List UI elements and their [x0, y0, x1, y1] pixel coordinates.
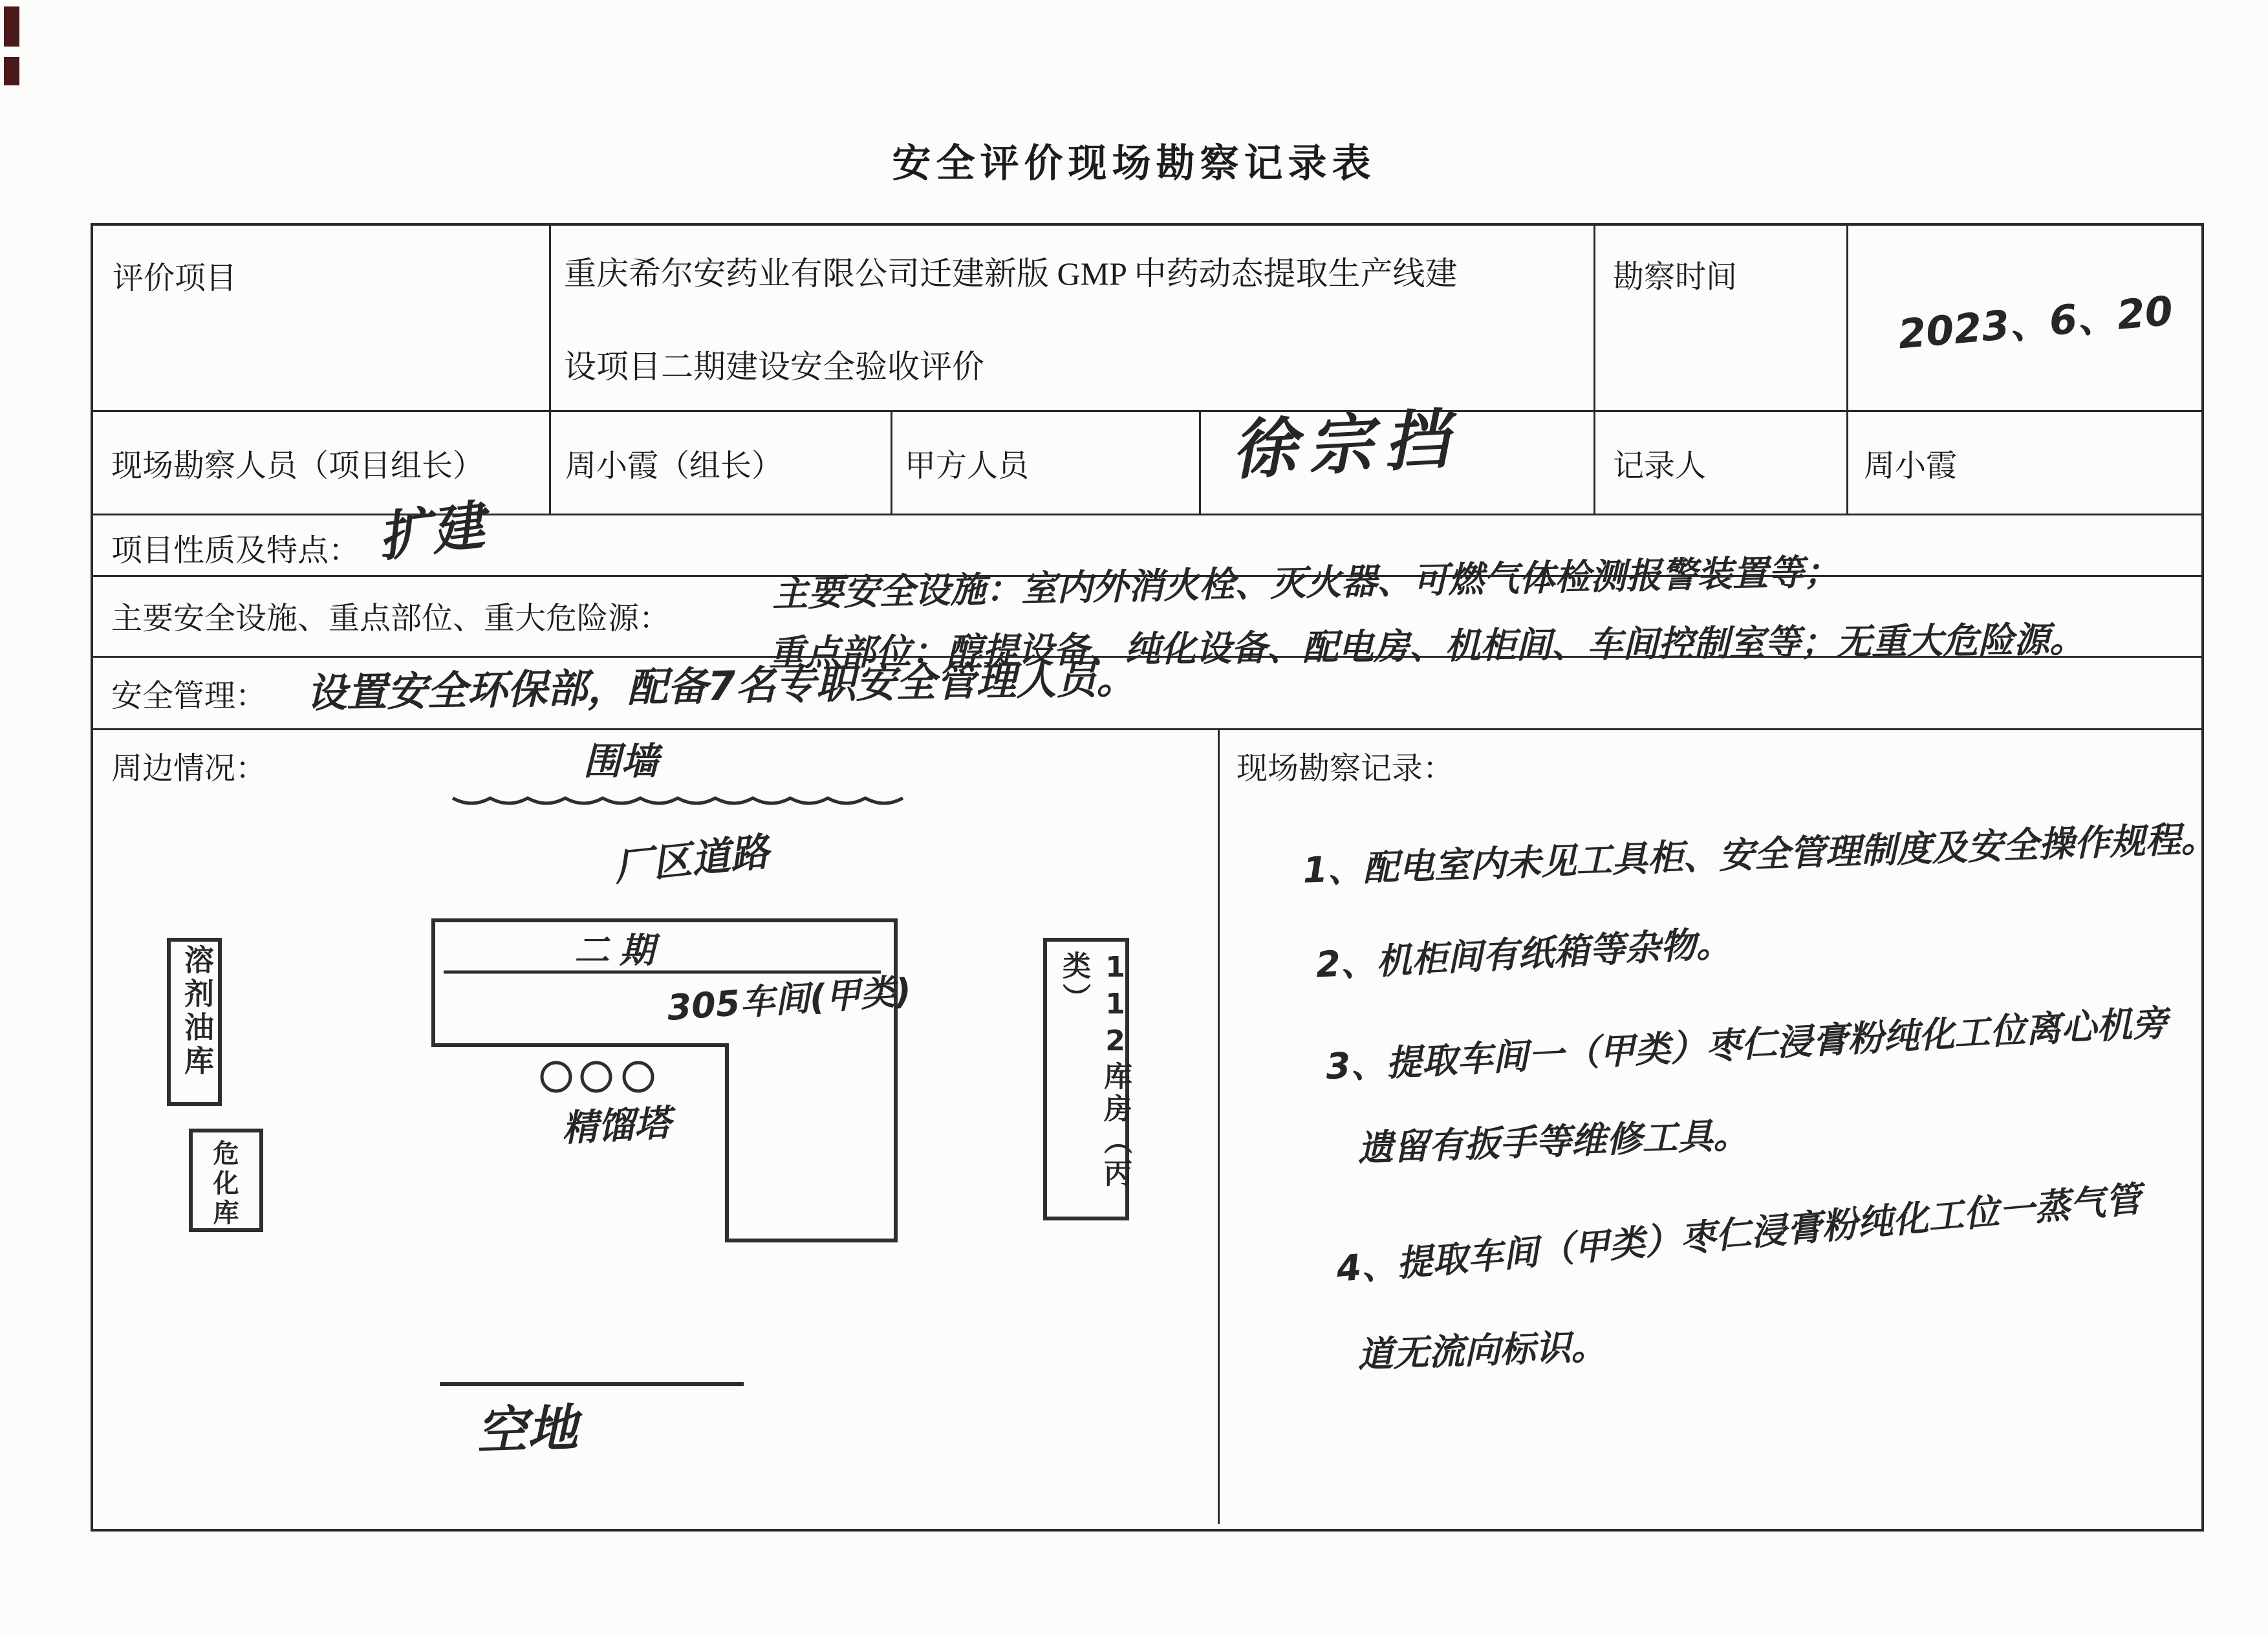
tower-circle: [542, 1063, 570, 1091]
fence-line: [453, 798, 903, 803]
table-line: [93, 410, 2201, 412]
project-nature-label: 项目性质及特点：: [111, 534, 360, 568]
recorder-name: 周小霞: [1864, 449, 1958, 483]
scan-artifact: [4, 6, 19, 47]
party-a-label: 甲方人员: [905, 449, 1030, 483]
table-line: [1593, 226, 1595, 514]
project-name-line2: 设项目二期建设安全验收评价: [564, 349, 984, 385]
survey-item-4-line2: 道无流向标识。: [1357, 1325, 1608, 1376]
tower-circle: [582, 1063, 610, 1091]
form-title: 安全评价现场勘察记录表: [892, 142, 1376, 185]
facilities-handwritten-line1: 主要安全设施：室内外消火栓、灭火器、可燃气体检测报警装置等；: [772, 550, 1840, 615]
survey-item-3-line1: 3、提取车间一（甲类）枣仁浸膏粉纯化工位离心机旁: [1324, 1001, 2169, 1088]
fence-label: 围墙: [583, 739, 659, 783]
surveyor-label: 现场勘察人员（项目组长）: [111, 449, 484, 483]
safety-management-value: 设置安全环保部，配备7名专职安全管理人员。: [306, 655, 1137, 717]
tower-circle: [624, 1063, 653, 1091]
survey-item-2: 2、机柜间有纸箱等杂物。: [1315, 922, 1733, 986]
project-nature-value: 扩建: [374, 495, 488, 569]
survey-time-label: 勘察时间: [1613, 260, 1738, 294]
safety-management-label: 安全管理：: [111, 679, 267, 713]
table-line: [1846, 226, 1848, 514]
project-name-line1: 重庆希尔安药业有限公司迁建新版 GMP 中药动态提取生产线建: [564, 255, 1458, 292]
workshop-label: 305车间(甲类): [665, 970, 913, 1028]
facilities-label: 主要安全设施、重点部位、重大危险源：: [111, 601, 671, 636]
table-line: [1218, 728, 1220, 1524]
survey-item-3-line2: 遗留有扳手等维修工具。: [1357, 1114, 1750, 1169]
road-label: 厂区道路: [612, 829, 772, 891]
tower-label: 精馏塔: [561, 1102, 672, 1150]
project-label: 评价项目: [113, 261, 237, 296]
phase2-label: 二期: [574, 930, 665, 971]
hazchem-store-label: 危化库: [209, 1140, 239, 1229]
survey-item-4-line1: 4、提取车间（甲类）枣仁浸膏粉纯化工位一蒸气管: [1334, 1178, 2143, 1290]
table-line: [549, 226, 551, 514]
open-ground-label: 空地: [475, 1399, 579, 1461]
table-line: [1199, 410, 1201, 514]
table-line: [891, 410, 892, 514]
surroundings-label: 周边情况：: [111, 752, 267, 786]
surveyor-name: 周小霞（组长）: [565, 449, 783, 483]
survey-record-label: 现场勘察记录：: [1237, 752, 1454, 786]
survey-time-value: 2023、6、20: [1896, 287, 2175, 358]
party-a-signature: 徐宗挡: [1229, 400, 1463, 489]
recorder-label: 记录人: [1613, 449, 1707, 483]
warehouse-label: 112库房（丙类）: [1057, 951, 1132, 1191]
scan-artifact: [4, 57, 19, 85]
survey-item-1: 1、配电室内未见工具柜、安全管理制度及安全操作规程。: [1302, 817, 2218, 891]
solvent-store-label: 溶剂油库: [180, 944, 215, 1079]
facilities-handwritten-line2: 重点部位：醇提设备、纯化设备、配电房、机柜间、车间控制室等；无重大危险源。: [768, 618, 2086, 674]
site-sketch: [91, 726, 1215, 1526]
